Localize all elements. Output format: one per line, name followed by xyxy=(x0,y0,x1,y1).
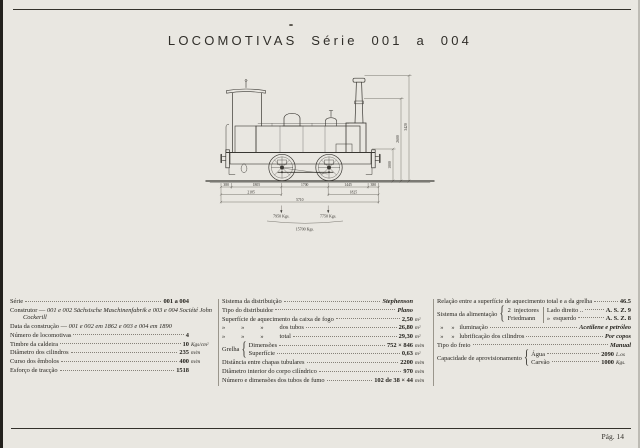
total-weight: 15700 Kgs. xyxy=(295,226,315,232)
spec-row-serie xyxy=(10,298,215,305)
spec-label: Tipo do freio xyxy=(437,341,471,349)
spec-unit: m/m xyxy=(415,378,425,385)
spec-note-data-construcao xyxy=(10,323,215,330)
top-rule xyxy=(13,9,631,10)
spec-label: Grelha xyxy=(222,346,240,354)
dot-leaders xyxy=(585,309,604,310)
dot-leaders xyxy=(25,301,161,302)
spec-value: 10 xyxy=(182,340,189,348)
dot-leaders xyxy=(473,344,609,345)
spec-label: » » » dos tubos xyxy=(222,324,304,332)
spec-label: » » iluminação xyxy=(437,324,488,332)
specs-column-middle xyxy=(222,298,430,386)
spec-value: 1000 xyxy=(601,358,614,366)
spec-unit: m/m xyxy=(191,350,201,357)
spec-value: 1518 xyxy=(176,367,189,375)
dot-leaders xyxy=(490,327,577,328)
injectores-line-2: Friedmann xyxy=(507,314,536,322)
spec-row-relacao xyxy=(437,298,631,305)
spec-unit: m² xyxy=(415,325,421,332)
spec-row-corpo-cilindrico xyxy=(222,368,430,375)
spec-row-distribuicao xyxy=(222,298,430,305)
spec-value: 400 xyxy=(179,358,189,366)
dot-leaders xyxy=(60,370,175,371)
dim-label-front-wheelbase: 1805 xyxy=(252,182,261,187)
scan-edge-left xyxy=(0,0,3,448)
spec-group-rows xyxy=(547,307,631,323)
spec-value: Acetilene e petróleo xyxy=(579,324,631,332)
spec-row-numero xyxy=(10,332,215,339)
spec-label: Relação entre a superfície de aquecimento total e a da grelha xyxy=(437,298,593,305)
cell-divider xyxy=(543,307,544,323)
column-divider xyxy=(218,299,219,386)
dot-leaders xyxy=(277,353,400,354)
dim-label-height-3: 3420 xyxy=(404,123,409,131)
spec-label: Sistema da alimentação xyxy=(437,311,498,319)
dot-leaders xyxy=(547,353,599,354)
spec-label: Número de locomotivas xyxy=(10,331,72,339)
spec-group-grelha xyxy=(222,339,430,360)
dot-leaders xyxy=(284,301,381,302)
spec-label: Número e dimensões dos tubos de fumo xyxy=(222,377,325,385)
dot-leaders xyxy=(307,362,399,363)
spec-value: 752 × 846 xyxy=(386,342,413,350)
spec-label: Distância entre chapas tubulares xyxy=(222,359,305,367)
spec-value: 2200 xyxy=(400,359,413,367)
spec-value: Por copos xyxy=(604,333,631,341)
injectores-line-1: 2 injectores xyxy=(507,307,539,315)
dot-leaders xyxy=(319,371,402,372)
spec-row-distribuidor xyxy=(222,307,430,314)
spec-row-lado-direito xyxy=(547,307,631,314)
locomotive-outline xyxy=(206,78,434,182)
spec-row-grelha-superficie xyxy=(249,350,430,357)
spec-label: Construtor — xyxy=(10,306,47,314)
dot-leaders xyxy=(71,352,178,353)
spec-label: Lado direito .. xyxy=(546,306,584,314)
axle-load-front: 7950 Kgs. xyxy=(273,213,290,219)
spec-row-carvao xyxy=(531,359,631,366)
spec-unit: m² xyxy=(415,316,421,323)
spec-unit: Kgs/cm² xyxy=(191,341,209,348)
spec-tables xyxy=(10,298,634,386)
spec-value: Manual xyxy=(610,341,631,349)
spec-note-text: 001 e 002 em 1862 e 003 e 004 em 1890 xyxy=(68,323,172,331)
spec-label: Esforço de tracção xyxy=(10,367,58,375)
spec-value: Plano xyxy=(397,306,413,314)
dim-label-height-2: 2600 xyxy=(396,135,401,143)
spec-value: 29,30 xyxy=(398,333,413,341)
spec-group-rows xyxy=(531,351,631,367)
scan-speck xyxy=(289,24,293,26)
spec-label: Sistema da distribuição xyxy=(222,298,282,305)
locomotive-drawing xyxy=(200,64,440,242)
page-title: LOCOMOTIVAS Série 001 a 004 xyxy=(167,33,473,48)
dot-leaders xyxy=(293,336,397,337)
dim-label-rear-wheelbase: 1445 xyxy=(344,182,352,187)
spec-value: 235 xyxy=(179,349,189,357)
spec-row-iluminacao xyxy=(437,324,631,331)
dot-leaders xyxy=(578,317,603,318)
spec-row-timbre xyxy=(10,341,215,348)
spec-label: Tipo do distribuidor xyxy=(222,306,274,314)
spec-label: » esquerdo xyxy=(546,314,577,322)
spec-row-superficie-total xyxy=(222,333,430,340)
spec-row-diametro-cilindros xyxy=(10,349,215,356)
spec-row-esforco xyxy=(10,367,215,374)
dim-label-wheelbase: 1700 xyxy=(301,182,309,187)
spec-row-lubrificacao xyxy=(437,333,631,340)
spec-row-superficie-tubos xyxy=(222,324,430,331)
dim-label-subtotal-left: 2185 xyxy=(247,190,255,195)
spec-group-aprovisionamento xyxy=(437,347,631,369)
dim-label-total-length: 5710 xyxy=(296,197,304,202)
bottom-rule xyxy=(11,428,631,429)
dot-leaders xyxy=(279,345,385,346)
spec-label: Superfície de aquecimento da caixa de fogo xyxy=(222,315,334,323)
spec-value: 0,63 xyxy=(401,350,413,358)
spec-label: » » lubrificação dos cilindros xyxy=(437,333,525,341)
spec-row-curso-embolos xyxy=(10,358,215,365)
spec-label: » » » total xyxy=(222,333,291,341)
axle-load-rear: 7750 Kgs. xyxy=(319,213,337,219)
spec-unit: Kgs. xyxy=(616,359,626,366)
dot-leaders xyxy=(275,309,395,310)
dot-leaders xyxy=(336,318,400,319)
spec-unit: L.os xyxy=(616,351,625,358)
dim-label-overhang-left: 380 xyxy=(223,182,229,187)
spec-unit: m/m xyxy=(191,359,201,366)
dot-leaders xyxy=(526,336,603,337)
specs-column-right xyxy=(437,298,631,368)
spec-row-freio xyxy=(437,342,631,349)
spec-label: Carvão xyxy=(531,358,550,366)
spec-label: Água xyxy=(531,350,545,358)
spec-label: Série xyxy=(10,298,24,305)
spec-value: 2090 xyxy=(601,350,614,358)
spec-value: 2,50 xyxy=(401,315,413,323)
spec-note-construtor xyxy=(10,307,215,322)
spec-value: 102 de 38 × 44 xyxy=(374,377,413,385)
page-number: Pág. 14 xyxy=(601,432,624,441)
dim-label-subtotal-right: 1825 xyxy=(349,190,358,195)
spec-value: Stephenson xyxy=(382,298,413,305)
specs-column-left xyxy=(10,298,215,376)
spec-unit: m² xyxy=(415,351,421,358)
dot-leaders xyxy=(306,327,397,328)
spec-value: 970 xyxy=(403,368,413,376)
dot-leaders xyxy=(552,361,600,362)
spec-value: A. S. Z. 9 xyxy=(605,306,631,314)
dot-leaders xyxy=(73,334,183,335)
spec-unit: m/m xyxy=(415,360,425,367)
spec-value: 4 xyxy=(185,331,189,339)
spec-label: Timbre da caldeira xyxy=(10,340,59,348)
spec-group-alimentacao xyxy=(437,303,631,325)
spec-row-superficie-caixa-fogo xyxy=(222,316,430,323)
spec-row-grelha-dimensoes xyxy=(249,342,430,349)
spec-label: Dimensões xyxy=(248,342,278,350)
spec-row-tubos-fumo xyxy=(222,377,430,384)
dot-leaders xyxy=(594,301,618,302)
dot-leaders xyxy=(327,380,373,381)
spec-row-lado-esquerdo xyxy=(547,315,631,322)
spec-label: Diâmetro interior do corpo cilíndrico xyxy=(222,368,317,376)
spec-label: Data da construção — xyxy=(10,323,69,331)
injectores-cell xyxy=(508,307,539,322)
spec-row-chapas xyxy=(222,359,430,366)
brace: { xyxy=(523,347,530,369)
dot-leaders xyxy=(61,361,177,362)
spec-value: 46.5 xyxy=(619,298,631,305)
spec-unit: m/m xyxy=(415,343,425,350)
spec-label: Curso dos êmbolos xyxy=(10,358,59,366)
spec-note-text: 001 e 002 Sächsische Maschinenfabrik e 003 e 004 Société John Cockerill xyxy=(23,306,212,322)
column-divider xyxy=(433,299,434,386)
brace: { xyxy=(499,303,505,325)
dimension-lines xyxy=(220,74,412,223)
dim-label-overhang-right: 380 xyxy=(370,182,377,187)
spec-group-rows xyxy=(249,342,430,358)
spec-unit: m² xyxy=(415,334,421,341)
spec-label: Capacidade de aprovisionamento xyxy=(437,354,522,362)
dot-leaders xyxy=(60,343,181,344)
brace: { xyxy=(241,339,247,360)
dim-label-height-1: 1000 xyxy=(388,161,393,169)
spec-label: Diâmetro dos cilindros xyxy=(10,349,69,357)
spec-value: 001 a 004 xyxy=(163,298,189,305)
spec-unit: m/m xyxy=(415,369,425,376)
spec-label: Superfície xyxy=(248,350,275,358)
spec-value: 26,80 xyxy=(398,324,413,332)
spec-row-agua xyxy=(531,351,631,358)
spec-value: A. S. Z. 8 xyxy=(605,314,631,322)
